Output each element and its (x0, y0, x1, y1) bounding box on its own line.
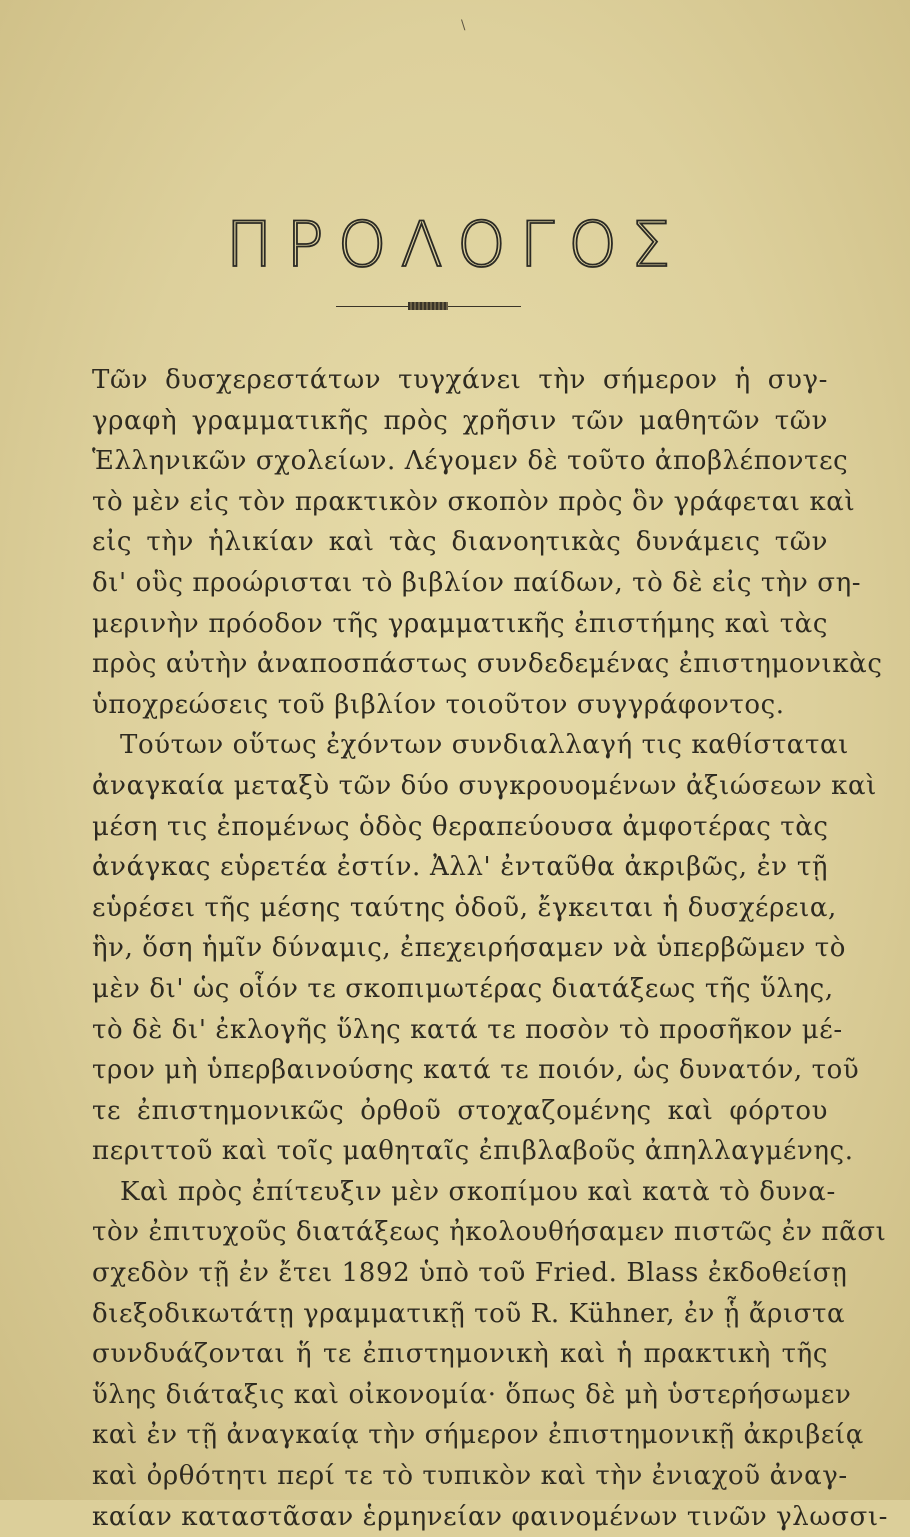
text-line: τε ἐπιστημονικῶς ὀρθοῦ στοχαζομένης καὶ φόρτου (92, 1095, 828, 1126)
text-line: πρὸς αὐτὴν ἀναποσπάστως συνδεδεμένας ἐπιστημονικὰς (92, 649, 883, 680)
text-line: γραφὴ γραμματικῆς πρὸς χρῆσιν τῶν μαθητῶν τῶν (92, 405, 828, 436)
text-line: Ἑλληνικῶν σχολείων. Λέγομεν δὲ τοῦτο ἀποβλέποντες (92, 446, 849, 477)
page-title: ΠΡΟΛΟΓΟΣ (225, 208, 685, 281)
text-line: ἀνάγκας εὑρετέα ἐστίν. Ἀλλ' ἐνταῦθα ἀκριβῶς, ἐν τῇ (92, 852, 828, 883)
text-line: Καὶ πρὸς ἐπίτευξιν μὲν σκοπίμου καὶ κατὰ τὸ δυνα- (120, 1176, 836, 1207)
text-line: διεξοδικωτάτῃ γραμματικῇ τοῦ R. Kühner, ἐν ᾗ ἄριστα (92, 1298, 846, 1329)
page-mark: \ (461, 18, 466, 33)
text-line: ἣν, ὅση ἡμῖν δύναμις, ἐπεχειρήσαμεν νὰ ὑπερβῶμεν τὸ (92, 933, 847, 964)
text-line: τὸν ἐπιτυχοῦς διατάξεως ἠκολουθήσαμεν πιστῶς ἐν πᾶσι (92, 1217, 887, 1248)
text-line: ἀναγκαία μεταξὺ τῶν δύο συγκρουομένων ἀξιώσεων καὶ (92, 770, 877, 801)
text-line: τὸ μὲν εἰς τὸν πρακτικὸν σκοπὸν πρὸς ὃν γράφεται καὶ (92, 486, 856, 517)
text-line: ὕλης διάταξις καὶ οἰκονομία· ὅπως δὲ μὴ ὑστερήσωμεν (92, 1379, 852, 1410)
text-line: καίαν καταστᾶσαν ἑρμηνείαν φαινομένων τινῶν γλωσσι- (92, 1501, 889, 1532)
text-line: τρον μὴ ὑπερβαινούσης κατά τε ποιόν, ὡς δυνατόν, τοῦ (92, 1055, 860, 1086)
text-line: σχεδὸν τῇ ἐν ἔτει 1892 ὑπὸ τοῦ Fried. Blass ἐκδοθείσῃ (92, 1258, 848, 1289)
text-line: καὶ ἐν τῇ ἀναγκαίᾳ τὴν σήμερον ἐπιστημονικῇ ἀκριβείᾳ (92, 1420, 864, 1451)
text-line: Τούτων οὕτως ἐχόντων συνδιαλλαγή τις καθίσταται (120, 730, 849, 761)
text-line: περιττοῦ καὶ τοῖς μαθηταῖς ἐπιβλαβοῦς ἀπηλλαγμένης. (92, 1136, 854, 1167)
text-line: δι' οὓς προώρισται τὸ βιβλίον παίδων, τὸ δὲ εἰς τὴν ση- (92, 567, 862, 598)
text-line: μερινὴν πρόοδον τῆς γραμματικῆς ἐπιστήμης καὶ τὰς (92, 608, 828, 639)
text-line: καὶ ὀρθότητι περί τε τὸ τυπικὸν καὶ τὴν ἐνιαχοῦ ἀναγ- (92, 1461, 848, 1492)
text-line: συνδυάζονται ἥ τε ἐπιστημονικὴ καὶ ἡ πρακτικὴ τῆς (92, 1339, 828, 1370)
text-line: τὸ δὲ δι' ἐκλογῆς ὕλης κατά τε ποσὸν τὸ προσῆκον μέ- (92, 1014, 843, 1045)
text-line: ὑποχρεώσεις τοῦ βιβλίον τοιοῦτον συγγράφοντος. (92, 689, 785, 720)
text-line: Τῶν δυσχερεστάτων τυγχάνει τὴν σήμερον ἡ συγ- (92, 365, 828, 395)
text-line: εἰς τὴν ἡλικίαν καὶ τὰς διανοητικὰς δυνάμεις τῶν (92, 527, 828, 558)
text-line: μέση τις ἐπομένως ὁδὸς θεραπεύουσα ἀμφοτέρας τὰς (92, 811, 829, 842)
text-line: εὑρέσει τῆς μέσης ταύτης ὁδοῦ, ἔγκειται ἡ δυσχέρεια, (92, 892, 837, 923)
text-line: μὲν δι' ὡς οἷόν τε σκοπιμωτέρας διατάξεως τῆς ὕλης, (92, 973, 834, 1004)
rule-ornament (408, 302, 448, 310)
preface-body (92, 360, 889, 1537)
